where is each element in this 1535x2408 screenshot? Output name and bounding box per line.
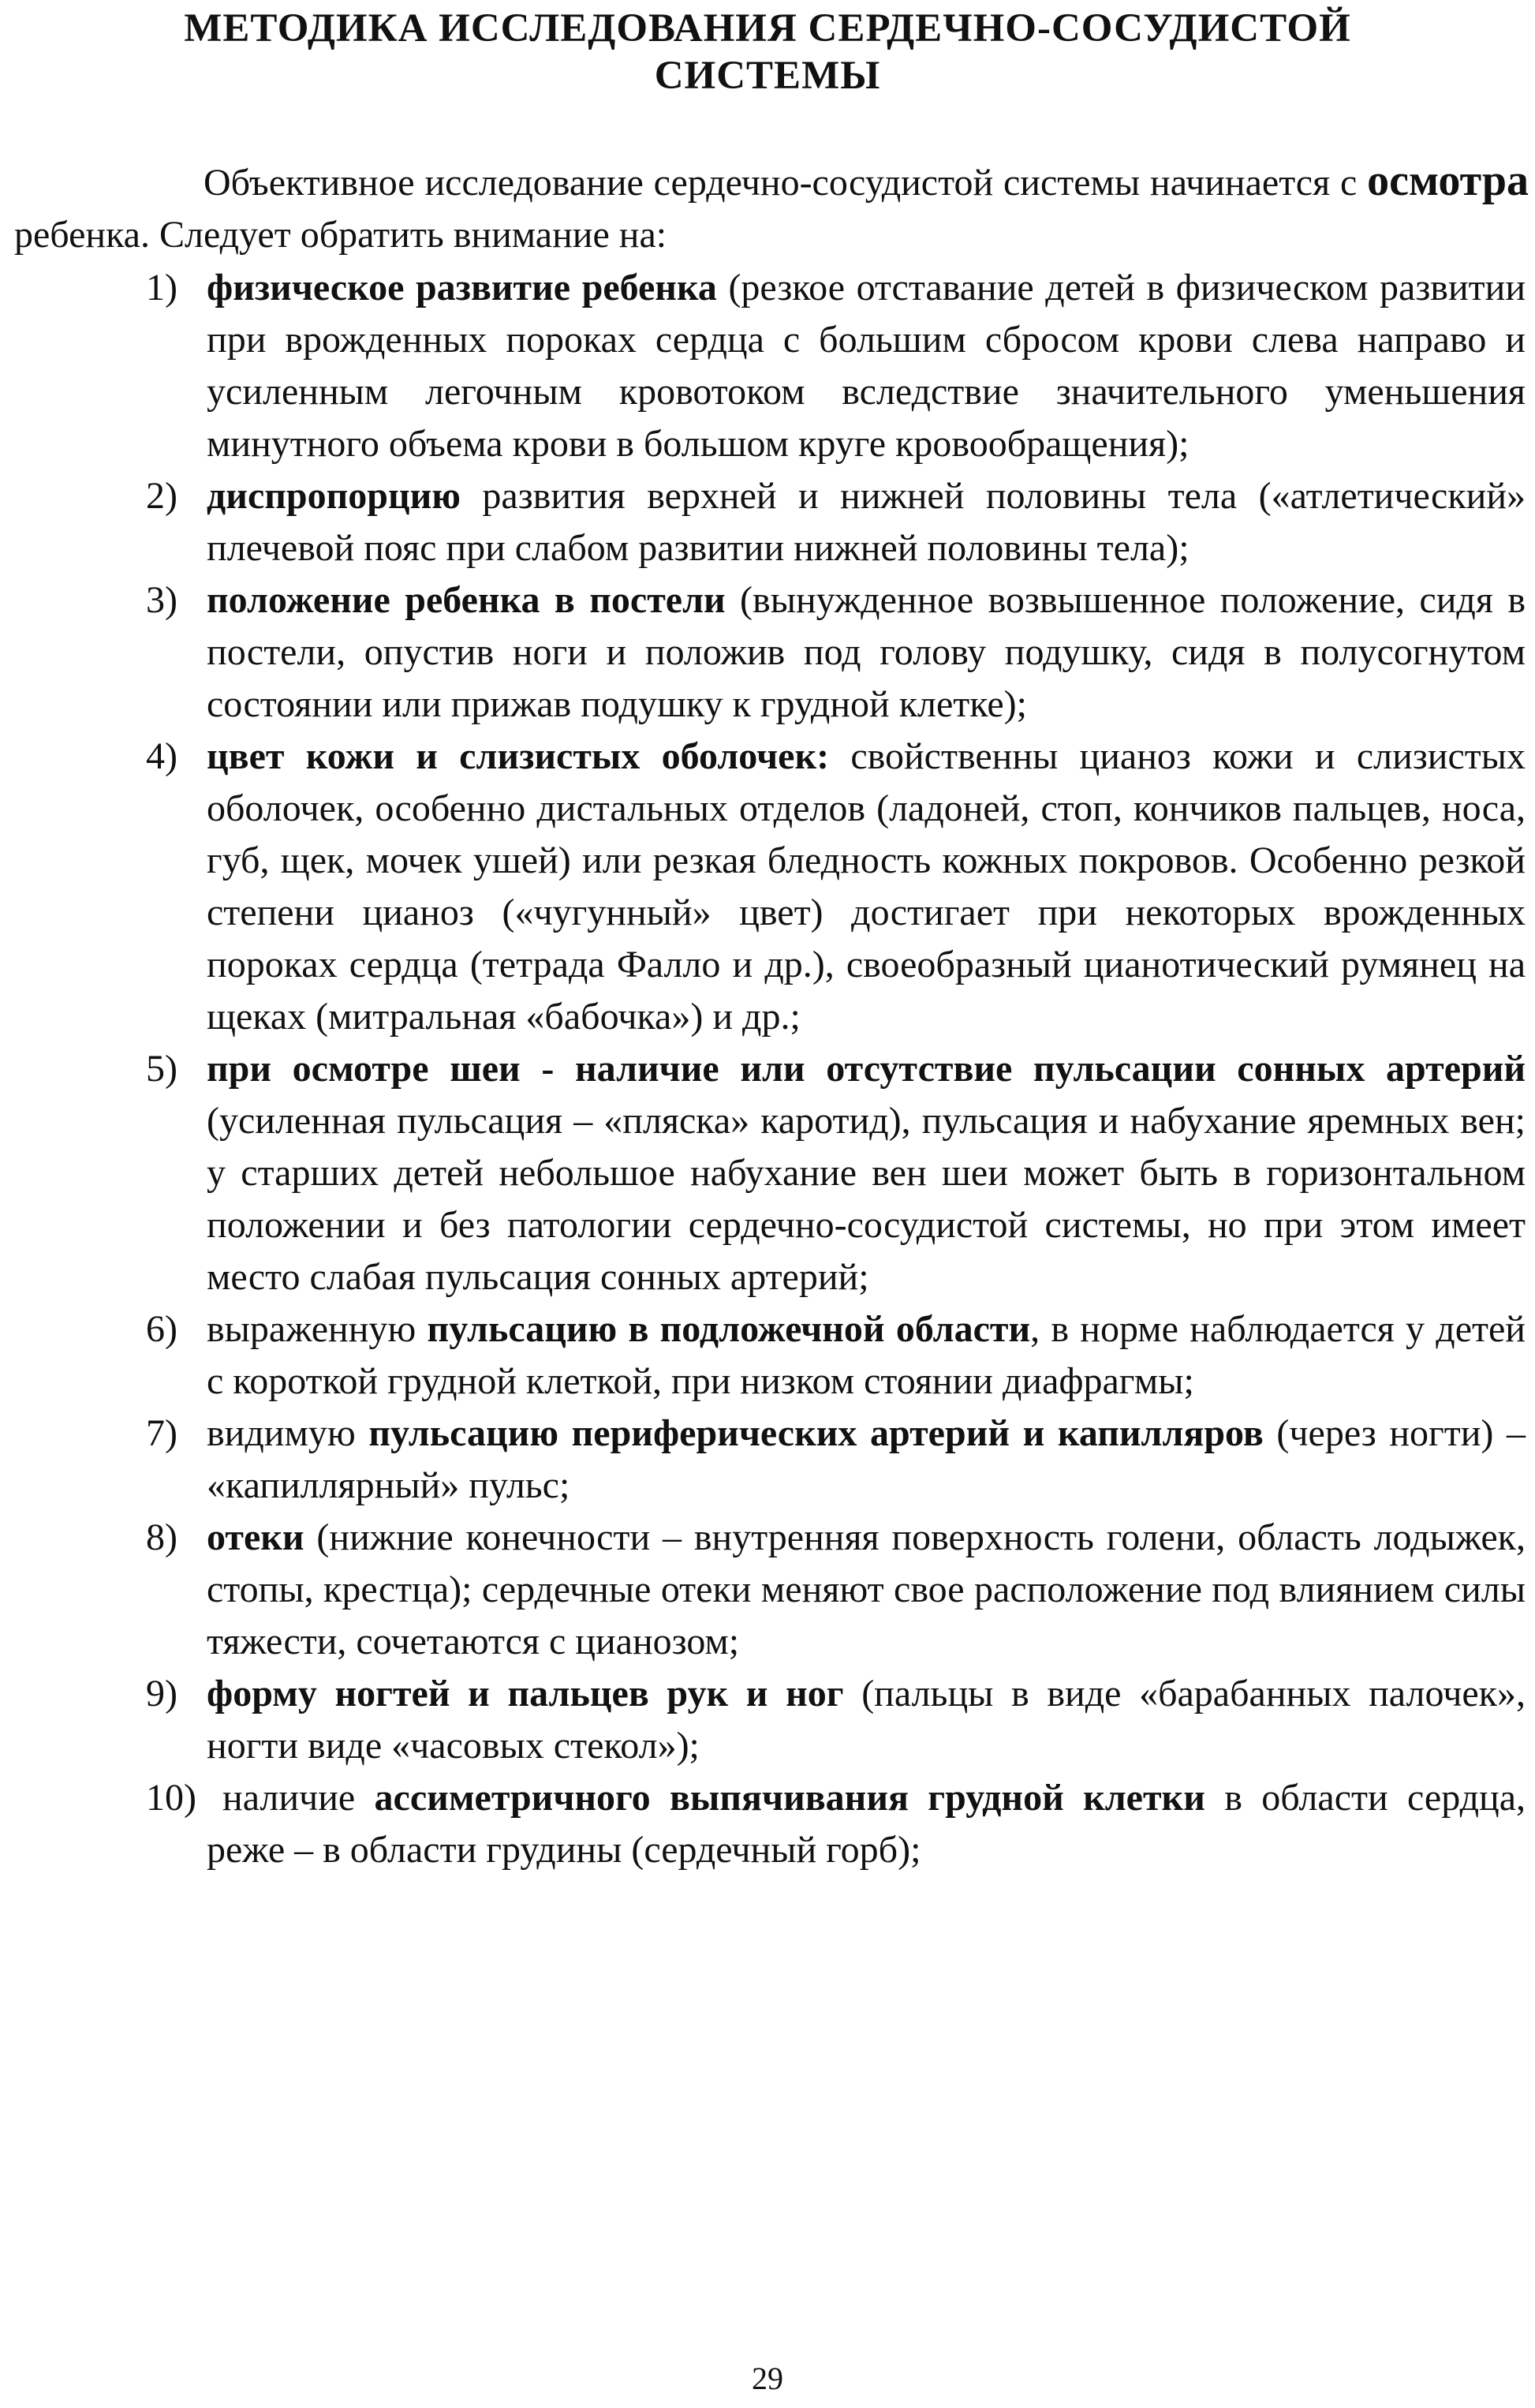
list-item-1 <box>0 262 1535 470</box>
list-item-text: (через ногти) – «капиллярный» пульс; <box>207 1412 1526 1506</box>
list-item-body <box>207 1412 1526 1506</box>
list-item-text: (пальцы в виде «барабанных палочек», ногти виде «часовых стекол»); <box>207 1673 1526 1767</box>
page-title <box>95 5 1440 99</box>
list-item-8 <box>0 1512 1535 1668</box>
list-item-lead: видимую <box>207 1412 369 1454</box>
list-item-term: физическое развитие ребенка <box>207 267 717 308</box>
list-item-text: в области сердца, реже – в области грудины (сердечный горб); <box>207 1777 1526 1871</box>
list-item-body <box>207 267 1526 465</box>
list-item-text: развития верхней и нижней половины тела («атлетический» плечевой пояс при слабом развитии нижней половины тела); <box>207 475 1526 569</box>
page-title-line-1: МЕТОДИКА ИССЛЕДОВАНИЯ СЕРДЕЧНО-СОСУДИСТОЙ <box>184 6 1351 50</box>
list-item-text: (усиленная пульсация – «пляска» каротид), пульсация и набухание яремных вен; у старших детей небольшое набухание вен шеи может быть в горизонтальном положении и без патологии сердечно-сосудистой системы, но при этом имеет место слабая пульсация сонных артерий; <box>207 1100 1526 1298</box>
list-item-term: форму ногтей и пальцев рук и ног <box>207 1673 844 1714</box>
list-item-lead: выраженную <box>207 1308 428 1350</box>
list-item-5 <box>0 1043 1535 1303</box>
list-item-number: 7) <box>146 1412 177 1454</box>
list-item-body <box>207 579 1526 725</box>
list-item-10 <box>0 1772 1535 1876</box>
examination-list <box>0 262 1535 1876</box>
list-item-7 <box>0 1408 1535 1512</box>
list-item-term: положение ребенка в постели <box>207 579 726 621</box>
list-item-number: 8) <box>146 1516 177 1558</box>
list-item-2 <box>0 470 1535 574</box>
list-item-term: диспропорцию <box>207 475 461 517</box>
intro-paragraph <box>14 155 1529 261</box>
page-title-line-2: СИСТЕМЫ <box>654 54 881 98</box>
page-number: 29 <box>752 2361 783 2396</box>
list-item-number: 10) <box>146 1777 196 1819</box>
intro-emphasis: осмотра <box>1367 156 1529 205</box>
list-item-body <box>207 1772 1526 1876</box>
list-item-term: отеки <box>207 1516 304 1558</box>
intro-text-start: Объективное исследование сердечно-сосудистой системы начинается с <box>204 162 1368 204</box>
list-item-number: 2) <box>146 475 177 517</box>
list-item-body <box>207 1673 1526 1767</box>
list-item-text: (нижние конечности – внутренняя поверхность голени, область лодыжек, стопы, крестца); сердечные отеки меняют свое расположение под влиянием силы тяжести, сочетаются с цианозом; <box>207 1516 1526 1662</box>
list-item-text: свойственны цианоз кожи и слизистых оболочек, особенно дистальных отделов (ладоней, стоп, кончиков пальцев, носа, губ, щек, мочек ушей) или резкая бледность кожных покровов. Особенно резкой степени цианоз («чугунный» цвет) достигает при некоторых врожденных пороках сердца (тетрада Фалло и др.), своеобразный цианотический румянец на щеках (митральная «бабочка») и др.; <box>207 735 1526 1038</box>
list-item-body <box>207 1308 1526 1402</box>
list-item-number: 3) <box>146 579 177 621</box>
list-item-term: при осмотре шеи - наличие или отсутствие пульсации сонных артерий <box>207 1048 1526 1090</box>
list-item-term: цвет кожи и слизистых оболочек: <box>207 735 830 777</box>
list-item-term: пульсацию в подложечной области <box>427 1308 1031 1350</box>
list-item-text: , в норме наблюдается у детей с короткой грудной клеткой, при низком стоянии диафрагмы; <box>207 1308 1526 1402</box>
list-item-body <box>207 475 1526 569</box>
list-item-3 <box>0 574 1535 731</box>
intro-text-end: ребенка. Следует обратить внимание на: <box>14 214 667 256</box>
list-item-text: (резкое отставание детей в физическом развитии при врожденных пороках сердца с большим сбросом крови слева направо и усиленным легочным кровотоком вследствие значительного уменьшения минутного объема крови в большом круге кровообращения); <box>207 267 1526 465</box>
list-item-number: 1) <box>146 267 177 308</box>
list-item-number: 5) <box>146 1048 177 1090</box>
list-item-9 <box>0 1668 1535 1772</box>
list-item-lead: наличие <box>222 1777 375 1819</box>
list-item-number: 9) <box>146 1673 177 1714</box>
list-item-number: 4) <box>146 735 177 777</box>
list-item-body <box>207 735 1526 1038</box>
list-item-body <box>207 1048 1526 1298</box>
list-item-4 <box>0 731 1535 1043</box>
list-item-term: пульсацию периферических артерий и капилляров <box>368 1412 1264 1454</box>
list-item-text: (вынужденное возвышенное положение, сидя в постели, опустив ноги и положив под голову подушку, сидя в полусогнутом состоянии или прижав подушку к грудной клетке); <box>207 579 1526 725</box>
list-item-number: 6) <box>146 1308 177 1350</box>
list-item-body <box>207 1516 1526 1662</box>
list-item-term: ассиметричного выпячивания грудной клетки <box>374 1777 1205 1819</box>
list-item-6 <box>0 1303 1535 1408</box>
